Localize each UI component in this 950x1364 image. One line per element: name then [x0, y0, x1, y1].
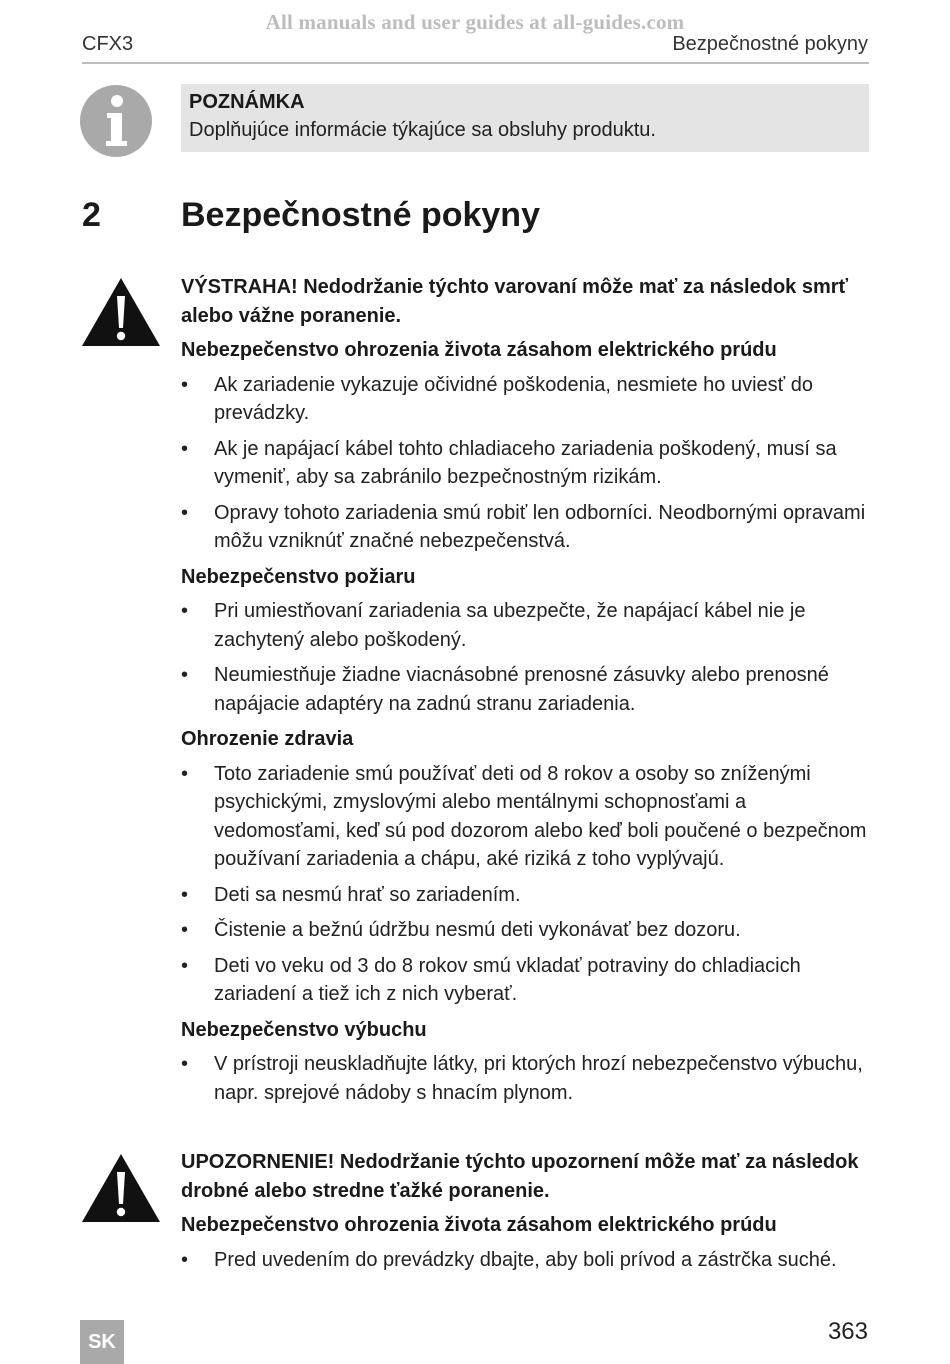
section-title: Nebezpečenstvo výbuchu — [181, 1018, 427, 1041]
section-title: Ohrozenie zdravia — [181, 728, 354, 750]
warning-section — [181, 725, 871, 1009]
list-item: • Deti sa nesmú hrať so zariadením. — [181, 881, 871, 910]
list-item: • Deti vo veku od 3 do 8 rokov smú vkladať potraviny do chladiacich zariadení a tiež ich z nich vyberať. — [181, 952, 871, 1009]
list-item: • Čistenie a bežnú údržbu nesmú deti vykonávať bez dozoru. — [181, 916, 871, 945]
note-text: Doplňujúce informácie týkajúce sa obsluhy produktu. — [189, 119, 656, 141]
language-badge: SK — [80, 1320, 124, 1364]
list-item: • Pri umiestňovaní zariadenia sa ubezpečte, že napájací kábel nie je zachytený alebo poškodený. — [181, 597, 871, 654]
warning-block — [181, 273, 871, 1114]
note-title: POZNÁMKA — [189, 91, 305, 113]
header-model: CFX3 — [82, 33, 134, 55]
section-title: Nebezpečenstvo ohrozenia života zásahom elektrického prúdu — [181, 339, 777, 361]
section-title: Nebezpečenstvo požiaru — [181, 565, 416, 588]
note-box — [181, 84, 869, 152]
list-item: • Toto zariadenie smú používať deti od 8 rokov a osoby so zníženými psychickými, zmyslovými alebo mentálnymi schopnosťami a vedomosťami, keď sú pod dozorom alebo keď boli poučené o bezpečnom používaní zariadenia a chápu, aké riziká z toho vyplývajú. — [181, 760, 871, 874]
section-title: Nebezpečenstvo ohrozenia života zásahom elektrického prúdu — [181, 1214, 777, 1236]
warning-triangle-icon — [80, 276, 162, 348]
list-item: • V prístroji neuskladňujte látky, pri ktorých hrozí nebezpečenstvo výbuchu, napr. sprejové nádoby s hnacím plynom. — [181, 1050, 871, 1107]
warning-section — [181, 336, 871, 556]
list-item: • Ak zariadenie vykazuje očividné poškodenia, nesmiete ho uviesť do prevádzky. — [181, 371, 871, 428]
header-section-title: Bezpečnostné pokyny — [672, 33, 868, 55]
warning-signal-text: VÝSTRAHA! Nedodržanie týchto varovaní môže mať za následok smrť alebo vážne poranenie. — [181, 276, 849, 327]
header-divider — [82, 62, 869, 64]
info-icon — [80, 85, 152, 157]
caution-triangle-icon — [80, 1152, 162, 1224]
chapter-title: Bezpečnostné pokyny — [181, 196, 540, 234]
warning-section — [181, 1016, 871, 1108]
list-item: • Neumiestňuje žiadne viacnásobné prenosné zásuvky alebo prenosné napájacie adaptéry na zadnú stranu zariadenia. — [181, 661, 871, 718]
page-number: 363 — [827, 1318, 868, 1345]
caution-block — [181, 1148, 871, 1281]
warning-section — [181, 563, 871, 719]
list-item: • Ak je napájací kábel tohto chladiaceho zariadenia poškodený, musí sa vymeniť, aby sa zabránilo bezpečnostným rizikám. — [181, 435, 871, 492]
watermark: All manuals and user guides at all-guides.com — [265, 10, 685, 34]
chapter-number: 2 — [82, 196, 101, 234]
list-item: • Opravy tohoto zariadenia smú robiť len odborníci. Neodbornými opravami môžu vzniknúť značné nebezpečenstvá. — [181, 499, 871, 556]
list-item: • Pred uvedením do prevádzky dbajte, aby boli prívod a zástrčka suché. — [181, 1246, 871, 1275]
caution-section — [181, 1211, 871, 1274]
caution-signal-text: UPOZORNENIE! Nedodržanie týchto upozornení môže mať za následok drobné alebo stredne ťažké poranenie. — [181, 1151, 859, 1202]
